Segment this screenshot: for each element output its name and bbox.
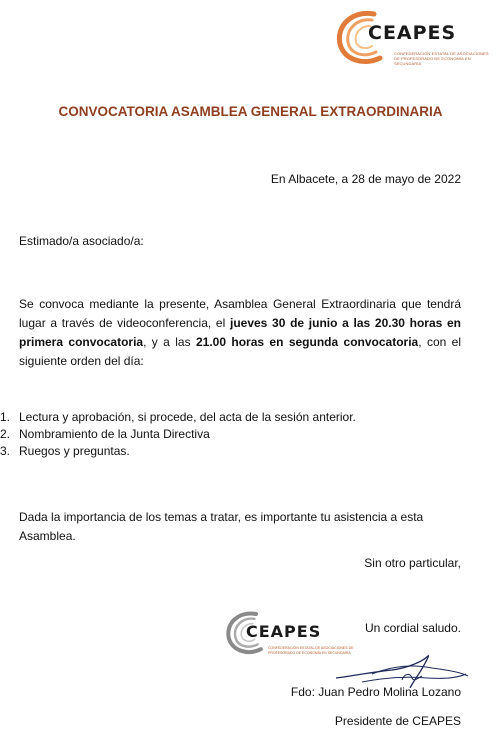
list-number: 1.: [0, 410, 11, 424]
list-text: Lectura y aprobación, si procede, del acta de la sesión anterior.: [19, 410, 356, 424]
body-paragraph: [19, 295, 461, 371]
date-line: En Albacete, a 28 de mayo de 2022: [270, 172, 461, 186]
list-item: [0, 409, 356, 426]
greeting: Estimado/a asociado/a:: [19, 234, 144, 248]
closing-paragraph: Dada la importancia de los temas a tratar, es importante tu asistencia a esta Asamblea.: [19, 510, 424, 543]
logo-subtitle: CONFEDERACIÓN ESTATAL DE ASOCIACIONES DE PROFESORADO DE ECONOMÍA EN SECUNDARIA: [394, 51, 489, 66]
role-line: Presidente de CEAPES: [334, 714, 461, 728]
logo-name: CEAPES: [246, 622, 322, 641]
body-text-1: Se convoca mediante la presente, Asamblea General Extraordinaria que tendrá lugar a través de videoconferencia, el: [19, 297, 461, 330]
document-title: CONVOCATORIA ASAMBLEA GENERAL EXTRAORDINARIA: [58, 104, 443, 119]
body-bold-1: jueves 30 de junio a las 20.30 horas en primera convocatoria: [19, 316, 462, 349]
body-text-2: , y a las: [143, 335, 196, 349]
agenda-list: [0, 409, 356, 460]
cordial-line: Un cordial saludo.: [364, 621, 461, 635]
body-bold-2: 21.00 horas en segunda convocatoria: [195, 335, 419, 349]
list-text: Nombramiento de la Junta Directiva: [19, 427, 210, 441]
list-number: 3.: [0, 444, 11, 458]
sin-otro-line: Sin otro particular,: [364, 556, 461, 570]
logo-name: CEAPES: [368, 22, 457, 44]
list-text: Ruegos y preguntas.: [19, 444, 130, 458]
body-text-3: , con el siguiente orden del día:: [19, 335, 462, 368]
signed-by-line: Fdo: Juan Pedro Molina Lozano: [290, 685, 461, 699]
list-item: [0, 426, 356, 443]
logo-subtitle: CONFEDERACIÓN ESTATAL DE ASOCIACIONES DE PROFESORADO DE ECONOMÍA EN SECUNDARIA: [268, 646, 354, 655]
list-item: [0, 443, 356, 460]
ceapes-logo: [334, 8, 494, 70]
list-number: 2.: [0, 427, 11, 441]
